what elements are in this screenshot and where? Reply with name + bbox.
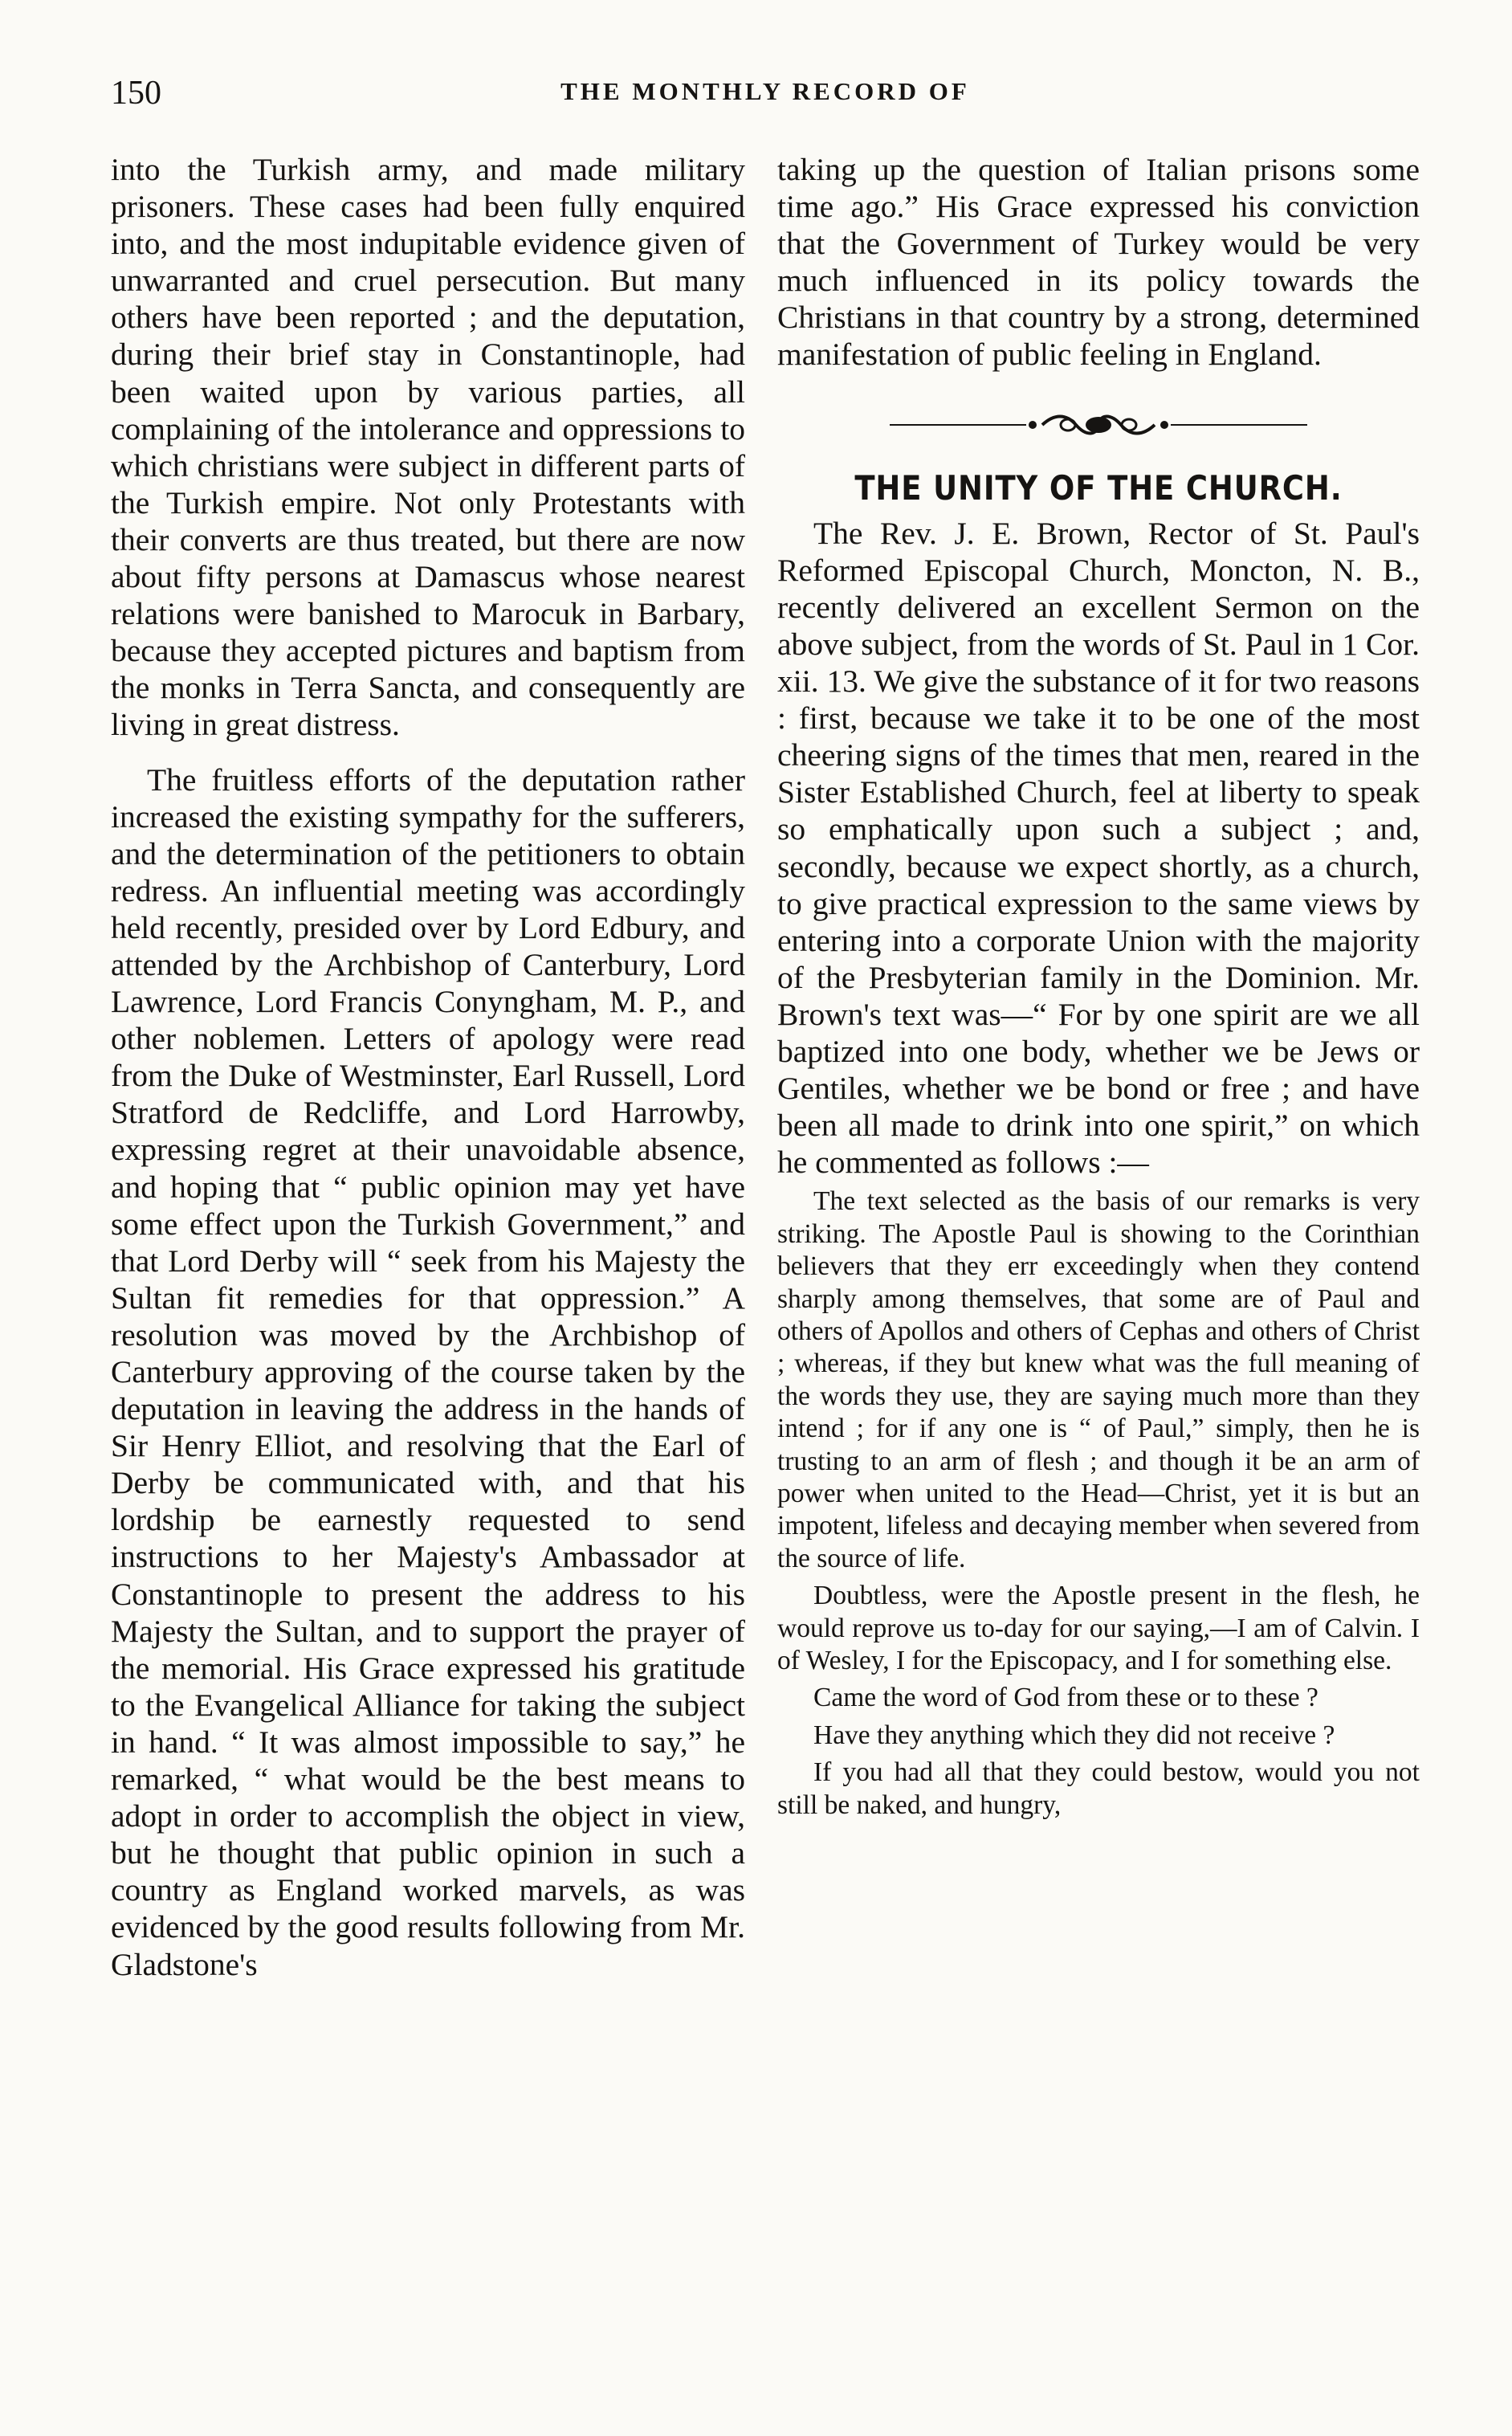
- unity-article: [777, 515, 1420, 1822]
- ornamental-divider: [890, 409, 1307, 441]
- sermon-text: [777, 1185, 1420, 1822]
- running-title: THE MONTHLY RECORD OF: [560, 77, 970, 105]
- sermon-paragraph: Have they anything which they did not receive ?: [813, 1720, 1335, 1750]
- continued-paragraph: taking up the question of Italian prisons some time ago.” His Grace expressed his conviction that the Government of Turkey would be very much influenced in its policy towards the Christians in that country by a strong, determined manifestation of public feeling in England.: [777, 152, 1420, 373]
- article-title: THE UNITY OF THE CHURCH.: [854, 467, 1343, 508]
- sermon-paragraph: Doubtless, were the Apostle present in the flesh, he would reprove us to-day for our saying,—I am of Calvin. I of Wesley, I for the Episcopacy, and I for something else.: [777, 1581, 1420, 1676]
- right-column: [777, 151, 1420, 1822]
- article-paragraph: The fruitless efforts of the deputation rather increased the existing sympathy for the sufferers, and the determination of the petitioners to obtain redress. An influential meeting was accordingly held recently, presided over by Lord Edbury, and attended by the Archbishop of Canterbury, Lord Lawrence, Lord Francis Conyngham, M. P., and other noblemen. Letters of apology were read from the Duke of Westminster, Earl Russell, Lord Stratford de Redcliffe, and Lord Harrowby, expressing regret at their unavoidable absence, and hoping that “ public opinion may yet have some effect upon the Turkish Government,” and that Lord Derby will “ seek from his Majesty the Sultan fit remedies for that oppression.” A resolution was moved by the Archbishop of Canterbury approving of the course taken by the deputation in leaving the address in the hands of Sir Henry Elliot, and resolving that the Earl of Derby be communicated with, and that his lordship be earnestly requested to send instructions to her Majesty's Ambassador at Constantinople to present the address to his Majesty the Sultan, and to support the prayer of the memorial. His Grace expressed his gratitude to the Evangelical Alliance for taking the subject in hand. “ It was almost impossible to say,” he remarked, “ what would be the best means to adopt in order to accomplish the object in view, but he thought that public opinion in such a country as England worked marvels, as was evidenced by the good results following from Mr. Gladstone's: [111, 761, 745, 1982]
- sermon-paragraph: Came the word of God from these or to these ?: [813, 1683, 1318, 1713]
- intro-paragraph: The Rev. J. E. Brown, Rector of St. Paul's Reformed Episcopal Church, Moncton, N. B., recently delivered an excellent Sermon on the above subject, from the words of St. Paul in 1 Cor. xii. 13. We give the substance of it for two reasons : first, because we take it to be one of the most cheering signs of the times that men, reared in the Sister Established Church, feel at liberty to speak so emphatically upon such a subject ; and, secondly, because we expect shortly, as a church, to give practical expression to the same views by entering into a corporate Union with the majority of the Presbyterian family in the Dominion. Mr. Brown's text was—“ For by one spirit are we all baptized into one body, whether we be Jews or Gentiles, whether we be bond or free ; and have been all made to drink into one spirit,” on which he commented as follows :—: [777, 515, 1420, 1181]
- page-number: 150: [111, 75, 161, 112]
- sermon-paragraph: If you had all that they could bestow, would you not still be naked, and hungry,: [777, 1757, 1420, 1820]
- page-header: [111, 74, 1420, 122]
- sermon-paragraph: The text selected as the basis of our remarks is very striking. The Apostle Paul is showing to the Corinthian believers that they err exceedingly when they contend sharply among themselves, that some are of Paul and others of Apollos and others of Cephas and others of Christ ; whereas, if they but knew what was the full meaning of the words they use, they are saying much more than they intend ; for if any one is “ of Paul,” simply, then he is trusting to an arm of flesh ; and though it be an arm of power when united to the Head—Christ, yet it is but an impotent, lifeless and decaying member when severed from the source of life.: [777, 1186, 1420, 1573]
- left-column: [111, 151, 745, 1983]
- article-paragraph: into the Turkish army, and made military prisoners. These cases had been fully enquired into, and the most indupitable evidence given of unwarranted and cruel persecution. But many others have been reported ; and the deputation, during their brief stay in Constantinople, had been waited upon by various parties, all complaining of the intolerance and oppressions to which christians were subject in different parts of the Turkish empire. Not only Protestants with their converts are thus treated, but there are now about fifty persons at Damascus whose nearest relations were banished to Marocuk in Barbary, because they accepted pictures and baptism from the monks in Terra Sancta, and consequently are living in great distress.: [111, 152, 745, 743]
